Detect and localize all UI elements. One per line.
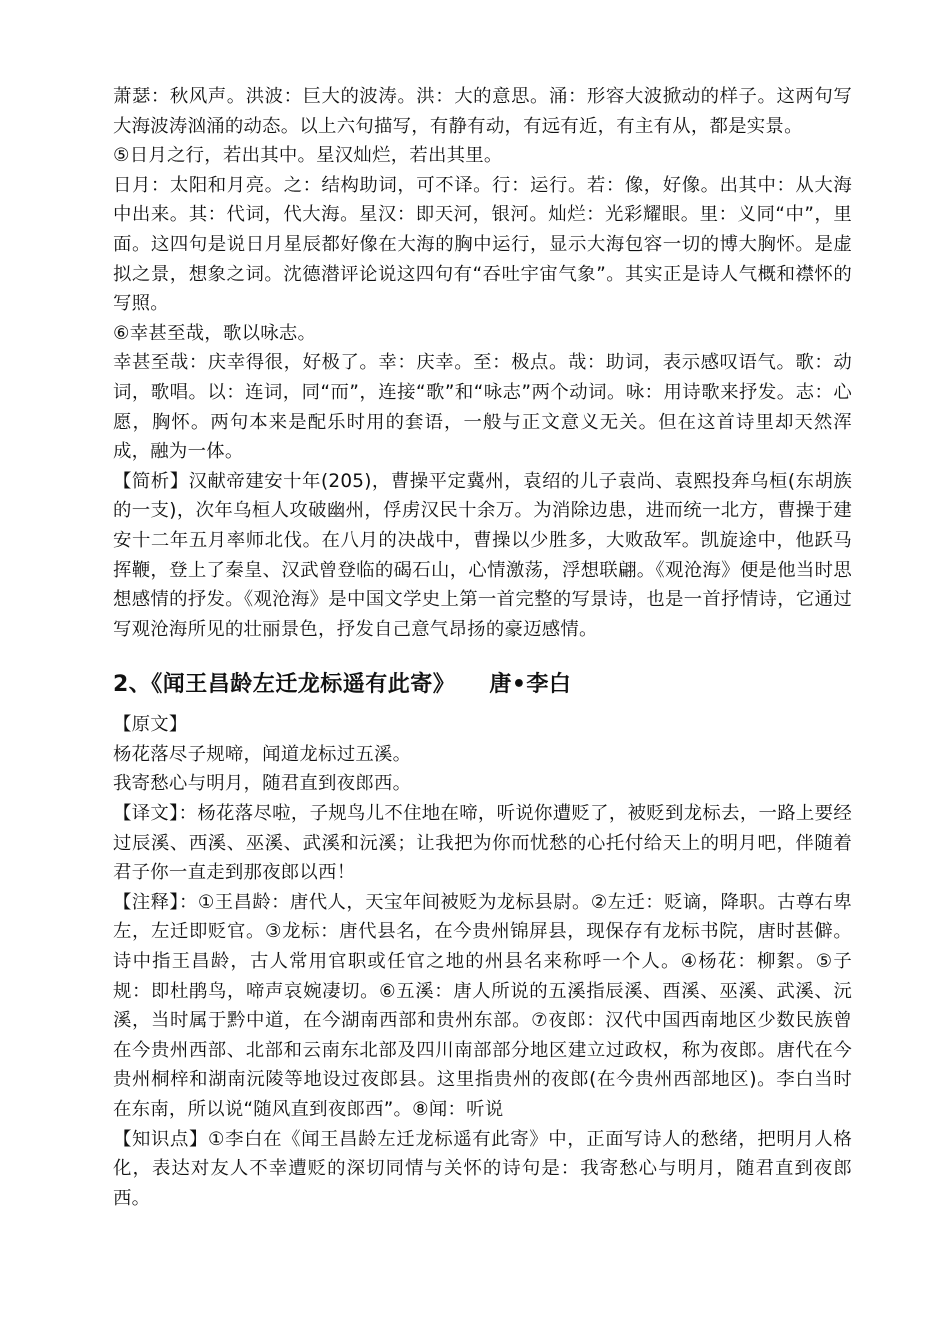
poem-title: 2、《闻王昌龄左迁龙标遥有此寄》 (113, 672, 456, 698)
poem-author: 唐•李白 (489, 672, 572, 698)
section-label: 【原文】 (113, 714, 188, 736)
poem-line: ⑥幸甚至哉，歌以咏志。 (113, 322, 317, 344)
poem-line: ⑤日月之行，若出其中。星汉灿烂，若出其里。 (113, 145, 503, 167)
translation-paragraph: 【译文】：杨花落尽啦，子规鸟儿不住地在啼，听说你遭贬了，被贬到龙标去，一路上要经过辰溪、西溪、巫溪、武溪和沅溪；让我把为你而忧愁的心托付给天上的明月吧，伴随着君子你一直走到那夜郎以西！ (113, 803, 852, 884)
annotation-paragraph: 幸甚至哉：庆幸得很，好极了。幸：庆幸。至：极点。哉：助词，表示感叹语气。歌：动词，歌唱。以：连词，同“而”，连接“歌”和“咏志”两个动词。咏：用诗歌来抒发。志：心愿，胸怀。两句本来是配乐时用的套语，一般与正文意义无关。但在这首诗里却天然浑成，融为一体。 (113, 352, 852, 463)
annotation-paragraph: 萧瑟：秋风声。洪波：巨大的波涛。洪：大的意思。涌：形容大波掀动的样子。这两句写大海波涛汹涌的动态。以上六句描写，有静有动，有远有近，有主有从，都是实景。 (113, 86, 852, 137)
knowledge-point-paragraph: 【知识点】①李白在《闻王昌龄左迁龙标遥有此寄》中，正面写诗人的愁绪，把明月人格化，表达对友人不幸遭贬的深切同情与关怀的诗句是：我寄愁心与明月，随君直到夜郎西。 (113, 1128, 852, 1209)
section-heading (113, 668, 852, 702)
annotation-paragraph: 日月：太阳和月亮。之：结构助词，可不译。行：运行。若：像，好像。出其中：从大海中出来。其：代词，代大海。星汉：即天河，银河。灿烂：光彩耀眼。里：义同“中”，里面。这四句是说日月星辰都好像在大海的胸中运行，显示大海包容一切的博大胸怀。是虚拟之景，想象之词。沈德潜评论说这四句有“吞吐宇宙气象”。其实正是诗人气概和襟怀的写照。 (113, 174, 852, 315)
notes-paragraph: 【注释】：①王昌龄：唐代人，天宝年间被贬为龙标县尉。②左迁：贬谪，降职。古尊右卑左，左迁即贬官。③龙标：唐代县名，在今贵州锦屏县，现保存有龙标书院，唐时甚僻。诗中指王昌龄，古人常用官职或任官之地的州县名来称呼一个人。④杨花：柳絮。⑤子规：即杜鹃鸟，啼声哀婉凄切。⑥五溪：唐人所说的五溪指辰溪、酉溪、巫溪、武溪、沅溪，当时属于黔中道，在今湖南西部和贵州东部。⑦夜郎：汉代中国西南地区少数民族曾在今贵州西部、北部和云南东北部及四川南部部分地区建立过政权，称为夜郎。唐代在今贵州桐梓和湖南沅陵等地设过夜郎县。这里指贵州的夜郎(在今贵州西部地区)。李白当时在东南，所以说“随风直到夜郎西”。⑧闻：听说 (113, 891, 852, 1120)
analysis-paragraph: 【简析】汉献帝建安十年(205)，曹操平定冀州，袁绍的儿子袁尚、袁熙投奔乌桓(东胡族的一支)，次年乌桓人攻破幽州，俘虏汉民十余万。为消除边患，进而统一北方，曹操于建安十二年五月率师北伐。在八月的决战中，曹操以少胜多，大败敌军。凯旋途中，他跃马挥鞭，登上了秦皇、汉武曾登临的碣石山，心情激荡，浮想联翩。《观沧海》便是他当时思想感情的抒发。《观沧海》是中国文学史上第一首完整的写景诗，也是一首抒情诗，它通过写观沧海所见的壮丽景色，抒发自己意气昂扬的豪迈感情。 (113, 470, 852, 640)
poem-line: 杨花落尽子规啼，闻道龙标过五溪。 (113, 743, 412, 765)
poem-line: 我寄愁心与明月，随君直到夜郎西。 (113, 773, 412, 795)
